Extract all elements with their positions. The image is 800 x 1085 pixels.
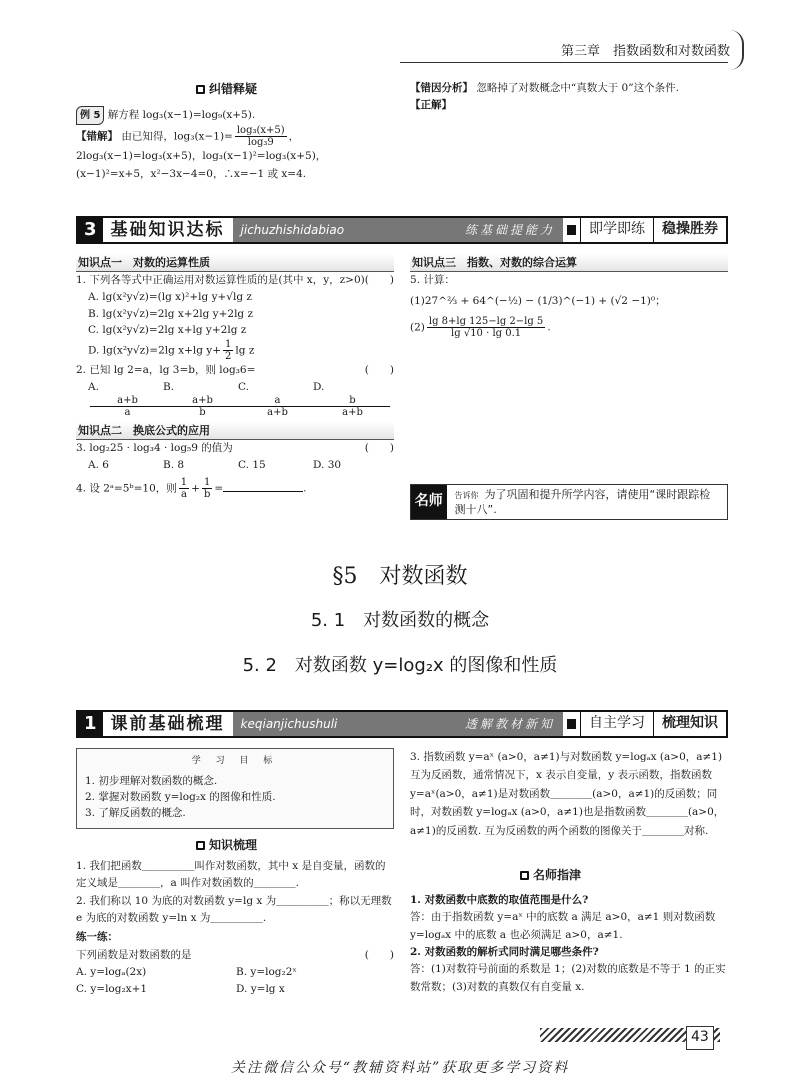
error-section-heading: 纠错释疑: [196, 80, 257, 99]
question-4: 4. 设 2ᵃ=5ᵇ=10，则 $\frac{1}{a}$ + $\frac{1}{b}$ = .: [76, 477, 307, 501]
answer-blank: [223, 482, 303, 492]
error-example-block: 例 5 解方程 log₃(x−1)=log₉(x+5). 【错解】 由已知得，log₃(x−1)= $\frac{\text{log₃(x+5)}}{\text{log₃9}}$ ，2log₃(x−1)=log₃(x+5)，log₃(x−1)²=log₃(x+5)，(x−1)²=x+5，x²−3x−4=0，∴x=−1 或 x=4.: [76, 106, 394, 184]
kp-title: 知识点二 换底公式的应用: [76, 422, 394, 440]
teacher-logo: 名师: [411, 485, 447, 519]
goal-item: 3. 了解反函数的概念.: [85, 807, 186, 820]
banner-pinyin: keqianjichushuli 透解教材新知: [233, 712, 563, 736]
banner-number: 3: [78, 218, 103, 242]
heading-bullet-icon: [520, 871, 529, 880]
knowledge-item-3: 3. 指数函数 y=aˣ (a>0，a≠1)与对数函数 y=logₐx (a>0，a≠1)互为反函数，通常情况下，x 表示自变量，y 表示函数，指数函数 y=aˣ(a>0，a≠1)是对数函数＿＿＿＿(a>0，a≠1)的反函数；同时，对数函数 y=logₐx (a>0，a≠1)也是指数函数＿＿＿＿(a>0，a≠1)的反函数. 互为反函数的两个函数的图像关于＿＿＿＿对称.: [410, 751, 725, 837]
question-5-part-1: (1)27^⅔ + 64^(−½) − (1/3)^(−1) + (√2 −1)⁰；: [410, 294, 666, 307]
subsection-title: 5. 2 对数函数 y=log₂x 的图像和性质: [242, 655, 558, 676]
header-decoration: [730, 30, 744, 70]
goals-title: 学 习 目 标: [191, 756, 279, 766]
tips-content: [410, 892, 728, 996]
tip-question: 2. 对数函数的解析式同时满足哪些条件?: [410, 945, 599, 958]
banner-square-icon: [567, 225, 576, 235]
banner-badge: 梳理知识: [653, 712, 726, 736]
page-number: 43: [686, 1026, 714, 1050]
goal-item: 1. 初步理解对数函数的概念.: [85, 774, 218, 787]
fraction: $\frac{\text{log₃(x+5)}}{\text{log₃9}}$: [236, 125, 285, 148]
question-3: 3. log₂25 · log₃4 · log₅9 的值为 ( ): [76, 442, 394, 455]
banner-badge: 即学即练: [580, 218, 653, 242]
chapter-header: 第三章 指数函数和对数函数: [560, 44, 730, 59]
option: B. $\frac{a+b}{b}$: [163, 379, 238, 418]
banner-badge: 稳操胜券: [653, 218, 726, 242]
kp-title: 知识点一 对数的运算性质: [76, 254, 394, 272]
question-5-part-2: (2) $\frac{\lg 8+\lg 125-\lg 2-\lg 5}{\lg √10 \cdot \lg 0.1}$ .: [410, 315, 551, 339]
knowledge-item-1: 1. 我们把函数＿＿＿＿＿叫作对数函数，其中 x 是自变量，函数的定义域是＿＿＿＿，a 叫作对数函数的＿＿＿＿.: [76, 860, 386, 890]
tip-answer: 答：由于指数函数 y=aˣ 中的底数 a 满足 a>0，a≠1 则对数函数 y=logₐx 中的底数 a 也必须满足 a>0，a≠1.: [410, 911, 716, 941]
wrong-solution-tag: 【错解】: [76, 130, 118, 143]
question-1: 1. 下列各等式中正确运用对数运算性质的是(其中 x，y，z>0) ( ): [76, 274, 394, 287]
goal-item: 2. 掌握对数函数 y=log₂x 的图像和性质.: [85, 791, 276, 804]
knowledge-point-3: [410, 254, 728, 339]
practice-options: A. y=logₐ(2x) B. y=log₂2ˣ C. y=log₂x+1 D. y=lg x: [76, 965, 297, 996]
example-tag: 例 5: [76, 106, 104, 125]
knowledge-content: [76, 858, 394, 999]
subsection-title: 5. 1 对数函数的概念: [310, 610, 490, 631]
teacher-note: [410, 484, 728, 520]
option-a: A. lg(x²y√z)=(lg x)²+lg y+√lg z: [88, 290, 252, 303]
q3-options: A. 6 B. 8 C. 15 D. 30: [88, 459, 342, 472]
section-banner-preview: [76, 710, 728, 738]
banner-pinyin: jichuzhishidabiao 练基础提能力: [233, 218, 563, 242]
banner-square-icon: [567, 719, 576, 729]
section-banner-basics: [76, 216, 728, 244]
banner-title: 课前基础梳理: [110, 713, 225, 734]
heading-bullet-icon: [196, 85, 205, 94]
option-d: D. lg(x²y√z)=2lg x+lg y+ $\frac{1}{2}$ lg z: [88, 339, 255, 363]
header-rule: [400, 62, 728, 63]
knowledge-point-1: [76, 254, 394, 500]
option: C. $\frac{a}{a+b}$: [238, 379, 313, 418]
banner-number: 1: [78, 712, 103, 736]
tips-heading: 名师指津: [520, 866, 581, 885]
option: D. $\frac{b}{a+b}$: [313, 379, 388, 418]
knowledge-item-2: 2. 我们称以 10 为底的对数函数 y=lg x 为＿＿＿＿＿；称以无理数 e 为底的对数函数 y=ln x 为＿＿＿＿＿.: [76, 894, 392, 924]
kp-title: 知识点三 指数、对数的综合运算: [410, 254, 728, 272]
option-c: C. lg(x²y√z)=2lg x+lg y+2lg z: [88, 324, 247, 337]
tip-question: 1. 对数函数中底数的取值范围是什么?: [410, 894, 589, 906]
practice-title: 练一练：: [76, 931, 118, 944]
banner-title: 基础知识达标: [110, 219, 225, 240]
knowledge-heading: 知识梳理: [196, 836, 257, 855]
teacher-note-text: 告诉你 为了巩固和提升所学内容，请使用“课时跟踪检测十八”.: [454, 487, 711, 516]
heading-bullet-icon: [196, 841, 205, 850]
correct-solution-tag: 【正解】: [410, 98, 452, 111]
footer-watermark: 关注微信公众号“教辅资料站”获取更多学习资料: [230, 1060, 570, 1076]
error-cause-block: 【错因分析】 忽略掉了对数概念中“真数大于 0”这个条件. 【正解】: [410, 80, 728, 114]
q2-options: [76, 379, 394, 418]
option-b: B. lg(x²y√z)=2lg x+2lg y+2lg z: [88, 307, 254, 320]
section-title: §5 对数函数: [332, 564, 468, 589]
option: A. $\frac{a+b}{a}$: [88, 379, 163, 418]
cause-tag: 【错因分析】: [410, 82, 473, 94]
tip-answer: 答：(1)对数符号前面的系数是 1；(2)对数的底数是不等于 1 的正实数常数；(3)对数的真数仅有自变量 x.: [410, 963, 726, 993]
question-5: 5. 计算：: [410, 274, 455, 287]
practice-question: 下列函数是对数函数的是 ( ): [76, 948, 394, 961]
learning-goals: [76, 748, 394, 829]
question-2: 2. 已知 lg 2=a，lg 3=b，则 log₃6= ( ): [76, 364, 394, 377]
banner-badge: 自主学习: [580, 712, 653, 736]
